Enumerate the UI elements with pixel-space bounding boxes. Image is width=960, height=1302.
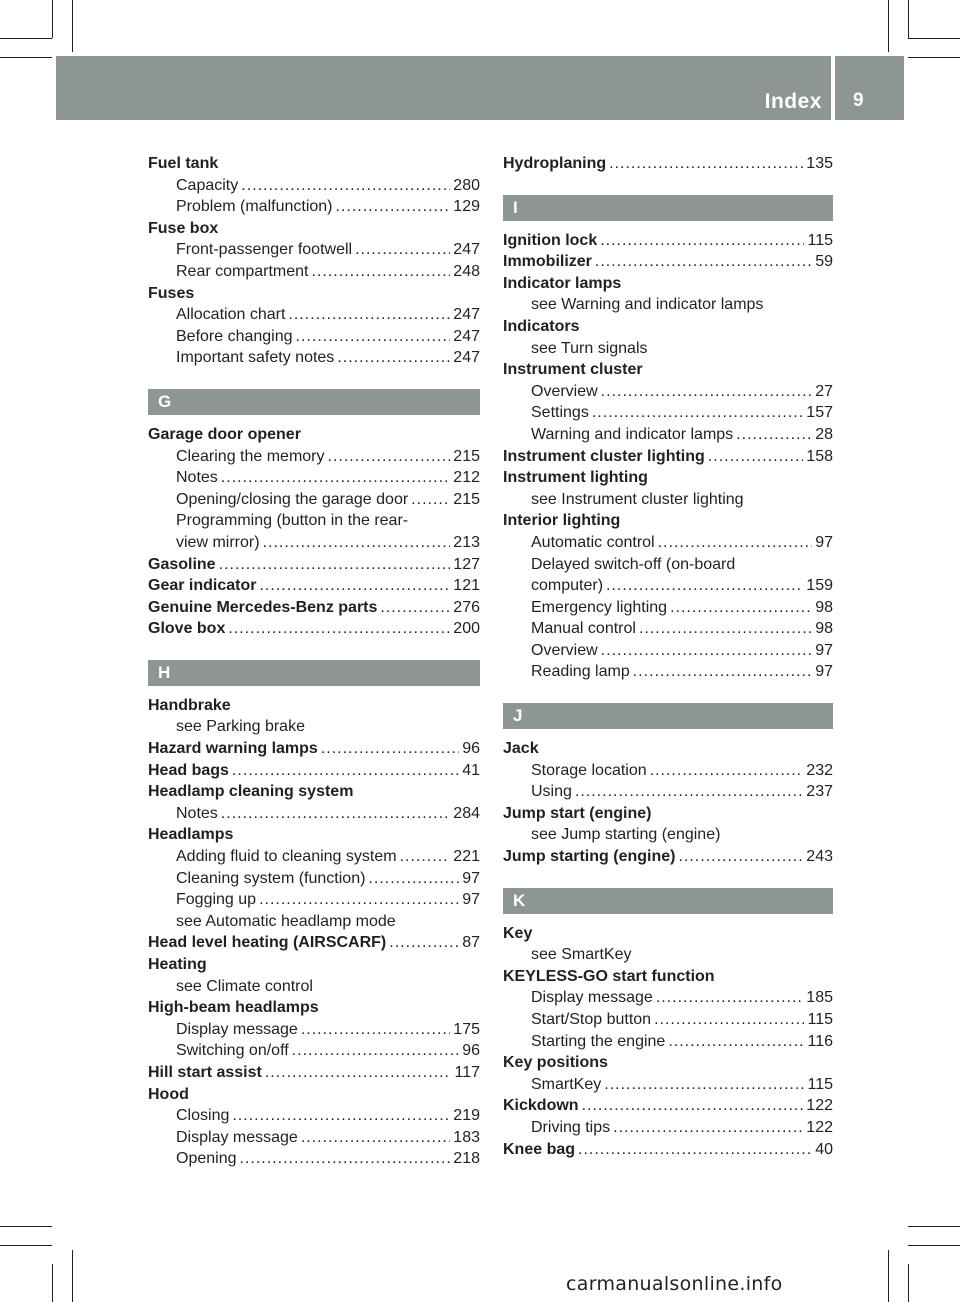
- dot-leader: [328, 446, 451, 468]
- index-subentry[interactable]: [148, 1019, 480, 1041]
- index-entry: [148, 954, 480, 976]
- page-number: 9: [853, 90, 864, 111]
- dot-leader: [321, 738, 459, 760]
- dot-leader: [400, 846, 451, 868]
- dot-leader: [604, 1074, 804, 1096]
- entry-label: Head bags: [148, 761, 229, 779]
- entry-label: Cleaning system (function): [176, 869, 366, 887]
- index-subentry[interactable]: [503, 1117, 833, 1139]
- crop-mark: [908, 57, 960, 58]
- crop-mark: [908, 1226, 960, 1227]
- entry-label: Key positions: [503, 1054, 608, 1072]
- index-subentry[interactable]: [148, 532, 480, 554]
- crop-mark: [72, 0, 73, 52]
- entry-label: Immobilizer: [503, 253, 592, 271]
- entry-page-number[interactable]: 28: [815, 425, 833, 443]
- index-subentry[interactable]: [148, 803, 480, 825]
- dot-leader: [613, 1117, 803, 1139]
- index-entry[interactable]: [148, 618, 480, 640]
- index-entry[interactable]: [148, 554, 480, 576]
- dot-leader: [670, 597, 812, 619]
- crop-mark: [0, 1226, 52, 1227]
- index-entry[interactable]: [148, 738, 480, 760]
- entry-label: High-beam headlamps: [148, 999, 319, 1017]
- index-subentry[interactable]: [503, 1074, 833, 1096]
- index-subentry[interactable]: [503, 987, 833, 1009]
- dot-leader: [301, 1127, 450, 1149]
- entry-page-number[interactable]: 122: [806, 1118, 833, 1136]
- crop-mark: [52, 0, 53, 38]
- entry-label: Fuel tank: [148, 155, 219, 172]
- dot-leader: [336, 196, 451, 218]
- index-entry: [503, 1052, 833, 1074]
- index-subentry[interactable]: [503, 381, 833, 403]
- entry-page-number[interactable]: 215: [453, 490, 480, 508]
- entry-label: Closing: [176, 1107, 230, 1125]
- entry-label: Display message: [176, 1020, 298, 1038]
- entry-label: Capacity: [176, 176, 239, 194]
- entry-page-number[interactable]: 27: [815, 382, 833, 400]
- index-subentry[interactable]: [148, 889, 480, 911]
- index-subentry[interactable]: [503, 781, 833, 803]
- index-entry: [503, 273, 833, 295]
- entry-label: Jump starting (engine): [503, 848, 676, 866]
- dot-leader: [656, 987, 803, 1009]
- entry-label: see Climate control: [176, 977, 313, 995]
- crop-mark: [888, 0, 889, 52]
- section-heading-k: K: [503, 888, 833, 914]
- index-subentry[interactable]: [503, 640, 833, 662]
- index-subentry[interactable]: [148, 1127, 480, 1149]
- crop-mark: [888, 1250, 889, 1302]
- entry-label: KEYLESS-GO start function: [503, 967, 715, 985]
- index-entry[interactable]: [503, 846, 833, 868]
- index-entry[interactable]: [148, 932, 480, 954]
- entry-label: Handbrake: [148, 696, 231, 714]
- index-entry[interactable]: [503, 251, 833, 273]
- entry-label: Glove box: [148, 620, 226, 638]
- entry-label: Notes: [176, 469, 218, 487]
- entry-label: Fuse box: [148, 219, 219, 237]
- index-subentry[interactable]: [503, 575, 833, 597]
- entry-page-number[interactable]: 247: [453, 241, 480, 259]
- entry-page-number[interactable]: 87: [462, 934, 480, 952]
- entry-label: see Turn signals: [531, 339, 648, 357]
- dot-leader: [221, 467, 451, 489]
- index-subentry: [503, 294, 833, 316]
- entry-label: Hood: [148, 1085, 189, 1103]
- dot-leader: [259, 575, 450, 597]
- entry-page-number[interactable]: 117: [454, 1063, 480, 1081]
- dot-leader: [595, 251, 812, 273]
- index-entry: [148, 824, 480, 846]
- index-subentry[interactable]: [503, 597, 833, 619]
- page-number-bar: [835, 56, 904, 120]
- index-entry: [148, 781, 480, 803]
- index-subentry[interactable]: [148, 196, 480, 218]
- dot-leader: [337, 347, 450, 369]
- entry-page-number[interactable]: 115: [807, 1075, 833, 1093]
- dot-leader: [312, 261, 451, 283]
- dot-leader: [668, 1031, 804, 1053]
- dot-leader: [601, 640, 813, 662]
- entry-label: Hill start assist: [148, 1063, 262, 1081]
- crop-mark: [908, 38, 960, 39]
- entry-label: Hydroplaning: [503, 155, 607, 172]
- entry-page-number[interactable]: 213: [453, 533, 480, 551]
- entry-label: Knee bag: [503, 1140, 576, 1158]
- dot-leader: [678, 846, 803, 868]
- entry-label: see Warning and indicator lamps: [531, 296, 764, 314]
- entry-label: Allocation chart: [176, 306, 286, 324]
- watermark: carmanualsonline.info: [566, 1273, 783, 1295]
- entry-label: Head level heating (AIRSCARF): [148, 934, 387, 952]
- index-subentry: [148, 716, 480, 738]
- dot-leader: [633, 661, 812, 683]
- index-subentry[interactable]: [503, 532, 833, 554]
- entry-label: Automatic control: [531, 533, 655, 551]
- entry-label: see Jump starting (engine): [531, 826, 721, 844]
- dot-leader: [241, 175, 450, 197]
- entry-label: Using: [531, 783, 572, 801]
- entry-label: Manual control: [531, 620, 636, 638]
- index-subentry[interactable]: [148, 1148, 480, 1170]
- dot-leader: [411, 489, 450, 511]
- entry-label: Driving tips: [531, 1118, 611, 1136]
- index-entry: [503, 803, 833, 825]
- index-subentry: [148, 911, 480, 933]
- entry-label: Problem (malfunction): [176, 198, 333, 216]
- entry-page-number[interactable]: 40: [815, 1140, 833, 1158]
- index-subentry: [503, 338, 833, 360]
- index-subentry: [148, 510, 480, 532]
- dot-leader: [296, 326, 451, 348]
- index-column-right: [503, 153, 833, 1160]
- index-entry: [148, 997, 480, 1019]
- index-entry: [148, 424, 480, 446]
- entry-page-number[interactable]: 175: [453, 1020, 480, 1038]
- entry-label: Display message: [176, 1128, 298, 1146]
- dot-leader: [380, 597, 450, 619]
- dot-leader: [600, 230, 804, 252]
- entry-label: Emergency lighting: [531, 598, 668, 616]
- entry-label: Headlamp cleaning system: [148, 783, 354, 801]
- entry-page-number[interactable]: 248: [453, 262, 480, 280]
- dot-leader: [582, 1095, 804, 1117]
- entry-page-number[interactable]: 98: [815, 598, 833, 616]
- index-entry[interactable]: [503, 153, 833, 175]
- entry-label: Delayed switch-off (on-board: [531, 555, 736, 573]
- index-subentry[interactable]: [503, 618, 833, 640]
- entry-label: Front-passenger footwell: [176, 241, 353, 259]
- index-subentry: [503, 489, 833, 511]
- entry-page-number[interactable]: 280: [453, 176, 480, 194]
- entry-label: SmartKey: [531, 1075, 602, 1093]
- page-title: Index: [764, 90, 822, 113]
- dot-leader: [736, 424, 812, 446]
- entry-page-number[interactable]: 232: [806, 761, 833, 779]
- entry-page-number[interactable]: 157: [806, 404, 833, 422]
- entry-label: Storage location: [531, 761, 647, 779]
- dot-leader: [355, 239, 450, 261]
- entry-page-number[interactable]: 122: [806, 1097, 833, 1115]
- dot-leader: [219, 554, 451, 576]
- index-subentry[interactable]: [148, 261, 480, 283]
- entry-label: Headlamps: [148, 826, 234, 844]
- entry-page-number[interactable]: 284: [453, 804, 480, 822]
- dot-leader: [368, 868, 459, 890]
- entry-page-number[interactable]: 247: [453, 327, 480, 345]
- index-subentry[interactable]: [148, 239, 480, 261]
- entry-label: Overview: [531, 382, 598, 400]
- index-subentry[interactable]: [148, 489, 480, 511]
- dot-leader: [708, 446, 804, 468]
- entry-label: Genuine Mercedes-Benz parts: [148, 598, 378, 616]
- index-entry: [148, 283, 480, 305]
- entry-page-number[interactable]: 97: [815, 641, 833, 659]
- index-entry: [503, 467, 833, 489]
- entry-label: Fogging up: [176, 891, 257, 909]
- dot-leader: [240, 1148, 451, 1170]
- entry-label: Fuses: [148, 284, 195, 302]
- index-entry: [503, 510, 833, 532]
- entry-label: Overview: [531, 641, 598, 659]
- entry-page-number[interactable]: 212: [453, 469, 480, 487]
- index-subentry[interactable]: [503, 661, 833, 683]
- index-entry[interactable]: [503, 1139, 833, 1161]
- index-subentry[interactable]: [148, 326, 480, 348]
- entry-label: Adding fluid to cleaning system: [176, 848, 397, 866]
- index-subentry[interactable]: [148, 347, 480, 369]
- dot-leader: [228, 618, 450, 640]
- entry-label: Garage door opener: [148, 425, 301, 443]
- index-entry: [503, 966, 833, 988]
- entry-page-number[interactable]: 41: [462, 761, 480, 779]
- entry-label: Ignition lock: [503, 231, 598, 249]
- dot-leader: [609, 153, 803, 175]
- index-entry[interactable]: [503, 1095, 833, 1117]
- crop-mark: [72, 1250, 73, 1302]
- index-subentry: [148, 976, 480, 998]
- index-subentry[interactable]: [503, 760, 833, 782]
- entry-page-number[interactable]: 247: [453, 349, 480, 367]
- dot-leader: [232, 760, 459, 782]
- entry-page-number[interactable]: 115: [807, 231, 833, 249]
- section-heading-h: H: [148, 660, 480, 686]
- entry-label: Opening: [176, 1150, 237, 1168]
- entry-page-number[interactable]: 96: [462, 740, 480, 758]
- index-entry[interactable]: [148, 760, 480, 782]
- entry-page-number[interactable]: 237: [806, 783, 833, 801]
- dot-leader: [601, 381, 813, 403]
- entry-label: Interior lighting: [503, 512, 621, 530]
- dot-leader: [389, 932, 459, 954]
- entry-label: Rear compartment: [176, 262, 309, 280]
- entry-page-number[interactable]: 135: [806, 155, 833, 172]
- index-entry: [148, 153, 480, 175]
- entry-label: Display message: [531, 989, 653, 1007]
- index-entry: [148, 695, 480, 717]
- entry-label: Reading lamp: [531, 663, 630, 681]
- entry-label: Instrument lighting: [503, 469, 648, 487]
- entry-label: see Automatic headlamp mode: [176, 912, 396, 930]
- index-entry: [503, 316, 833, 338]
- index-subentry[interactable]: [503, 424, 833, 446]
- index-entry[interactable]: [503, 446, 833, 468]
- entry-label: Starting the engine: [531, 1032, 666, 1050]
- entry-label: Start/Stop button: [531, 1011, 652, 1028]
- entry-label: Gasoline: [148, 555, 216, 573]
- index-subentry[interactable]: [503, 1031, 833, 1053]
- entry-label: Important safety notes: [176, 349, 335, 367]
- entry-label: Programming (button in the rear-: [176, 512, 409, 530]
- entry-page-number[interactable]: 97: [462, 891, 480, 909]
- entry-page-number[interactable]: 159: [806, 577, 833, 595]
- entry-label: Heating: [148, 956, 207, 973]
- section-heading-i: I: [503, 195, 833, 221]
- entry-label: Kickdown: [503, 1097, 579, 1115]
- dot-leader: [639, 618, 812, 640]
- dot-leader: [654, 1009, 804, 1031]
- crop-mark: [0, 1245, 52, 1246]
- entry-label: Before changing: [176, 327, 293, 345]
- entry-page-number[interactable]: 243: [806, 848, 833, 866]
- entry-page-number[interactable]: 98: [815, 620, 833, 638]
- dot-leader: [265, 1062, 452, 1084]
- dot-leader: [575, 781, 803, 803]
- entry-label: Opening/closing the garage door: [176, 490, 409, 508]
- dot-leader: [578, 1139, 812, 1161]
- index-subentry[interactable]: [148, 467, 480, 489]
- index-subentry[interactable]: [148, 175, 480, 197]
- entry-page-number[interactable]: 129: [453, 198, 480, 216]
- entry-page-number[interactable]: 247: [453, 306, 480, 324]
- index-subentry[interactable]: [148, 1105, 480, 1127]
- entry-label: Instrument cluster lighting: [503, 447, 705, 465]
- crop-mark: [0, 57, 52, 58]
- entry-label: Hazard warning lamps: [148, 740, 318, 758]
- entry-page-number[interactable]: 97: [462, 869, 480, 887]
- index-subentry[interactable]: [148, 868, 480, 890]
- index-subentry[interactable]: [148, 846, 480, 868]
- section-heading-g: G: [148, 389, 480, 415]
- dot-leader: [650, 760, 804, 782]
- header-bar: [56, 56, 831, 120]
- index-column-left: [148, 153, 480, 1170]
- entry-page-number[interactable]: 59: [815, 253, 833, 271]
- entry-page-number[interactable]: 185: [806, 989, 833, 1007]
- dot-leader: [288, 304, 450, 326]
- entry-label: view mirror): [176, 533, 260, 551]
- index-subentry: [503, 944, 833, 966]
- dot-leader: [263, 532, 451, 554]
- index-subentry[interactable]: [148, 304, 480, 326]
- index-entry[interactable]: [148, 1062, 480, 1084]
- entry-label: Instrument cluster: [503, 361, 643, 379]
- index-subentry[interactable]: [503, 402, 833, 424]
- entry-label: see Parking brake: [176, 718, 305, 736]
- dot-leader: [292, 1040, 460, 1062]
- index-entry: [503, 359, 833, 381]
- dot-leader: [592, 402, 803, 424]
- crop-mark: [52, 1264, 53, 1302]
- index-entry[interactable]: [148, 597, 480, 619]
- index-subentry: [503, 824, 833, 846]
- dot-leader: [606, 575, 803, 597]
- entry-label: Key: [503, 924, 533, 942]
- index-entry: [503, 923, 833, 945]
- entry-page-number[interactable]: 221: [453, 848, 480, 866]
- entry-page-number[interactable]: 127: [453, 555, 480, 573]
- entry-page-number[interactable]: 200: [453, 620, 480, 638]
- entry-label: Jack: [503, 740, 539, 758]
- index-entry: [503, 738, 833, 760]
- entry-page-number[interactable]: 219: [453, 1107, 480, 1125]
- entry-page-number[interactable]: 276: [453, 598, 480, 616]
- entry-page-number[interactable]: 218: [453, 1150, 480, 1168]
- entry-label: Notes: [176, 804, 218, 822]
- dot-leader: [232, 1105, 450, 1127]
- entry-label: Indicator lamps: [503, 274, 622, 292]
- entry-page-number[interactable]: 121: [453, 577, 480, 595]
- entry-label: Gear indicator: [148, 577, 257, 595]
- entry-page-number[interactable]: 158: [806, 447, 833, 465]
- entry-label: Jump start (engine): [503, 804, 652, 822]
- dot-leader: [301, 1019, 450, 1041]
- entry-label: see Instrument cluster lighting: [531, 490, 744, 508]
- index-subentry[interactable]: [148, 446, 480, 468]
- entry-label: Indicators: [503, 317, 580, 335]
- crop-mark: [908, 0, 909, 38]
- index-entry[interactable]: [503, 230, 833, 252]
- index-entry[interactable]: [148, 575, 480, 597]
- index-entry: [148, 218, 480, 240]
- index-subentry[interactable]: [503, 1009, 833, 1031]
- entry-page-number[interactable]: 97: [815, 533, 833, 551]
- entry-page-number[interactable]: 97: [815, 663, 833, 681]
- entry-label: Warning and indicator lamps: [531, 425, 734, 443]
- dot-leader: [221, 803, 451, 825]
- entry-page-number[interactable]: 183: [453, 1128, 480, 1146]
- entry-label: Settings: [531, 404, 589, 422]
- crop-mark: [0, 38, 52, 39]
- crop-mark: [908, 1264, 909, 1302]
- entry-page-number[interactable]: 96: [462, 1042, 480, 1060]
- entry-page-number[interactable]: 116: [807, 1032, 833, 1050]
- index-subentry: [503, 554, 833, 576]
- index-entry: [148, 1084, 480, 1106]
- crop-mark: [908, 1245, 960, 1246]
- dot-leader: [658, 532, 813, 554]
- entry-label: computer): [531, 577, 604, 595]
- entry-label: Switching on/off: [176, 1042, 289, 1060]
- entry-label: see SmartKey: [531, 946, 632, 964]
- section-heading-j: J: [503, 703, 833, 729]
- entry-label: Clearing the memory: [176, 447, 325, 465]
- entry-page-number[interactable]: 115: [807, 1011, 833, 1028]
- index-subentry[interactable]: [148, 1040, 480, 1062]
- entry-page-number[interactable]: 215: [453, 447, 480, 465]
- dot-leader: [259, 889, 459, 911]
